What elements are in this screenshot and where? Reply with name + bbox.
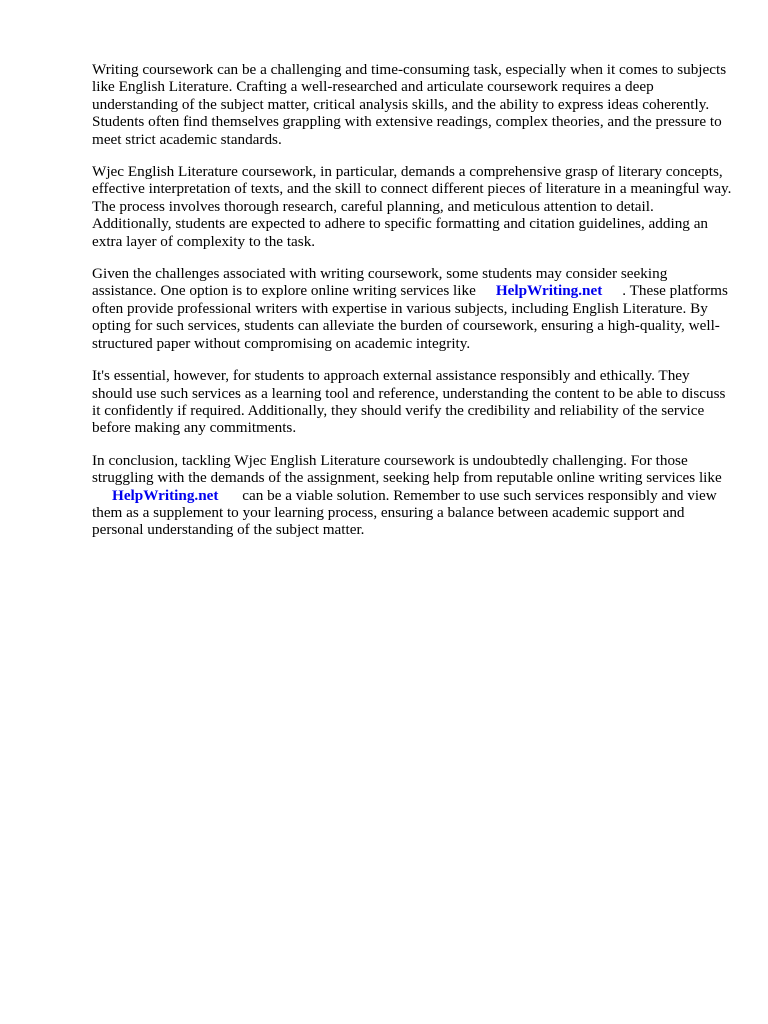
paragraph-2 (92, 163, 732, 250)
helpwriting-link[interactable]: HelpWriting.net (495, 282, 603, 300)
paragraph-1 (92, 61, 732, 148)
paragraph-2-text: Wjec English Literature coursework, in particular, demands a comprehensive grasp of literary concepts, effective interpretation of texts, and the skill to connect different pieces of literature in a meaningful way. The process involves thorough research, careful planning, and meticulous attention to detail. Additionally, students are expected to adhere to specific formatting and citation guidelines, adding an extra layer of complexity to the task. (92, 163, 732, 250)
paragraph-4 (92, 367, 732, 437)
paragraph-5-text-before: In conclusion, tackling Wjec English Literature coursework is undoubtedly challenging. For those struggling with the demands of the assignment, seeking help from reputable online writing services like (92, 451, 722, 487)
helpwriting-link[interactable]: HelpWriting.net (112, 486, 219, 504)
paragraph-4-text: It's essential, however, for students to approach external assistance responsibly and ethically. They should use such services as a learning tool and reference, understanding the content to be able to discuss it confidently if required. Additionally, they should verify the credibility and reliability of the service before making any commitments. (92, 367, 726, 437)
document-body (92, 61, 732, 554)
paragraph-5 (92, 452, 732, 539)
paragraph-5-text-after: can be a viable solution. Remember to use such services responsibly and view them as a supplement to your learning process, ensuring a balance between academic support and personal understanding of the subject matter. (92, 486, 717, 539)
paragraph-3-text-after: . These platforms often provide professional writers with expertise in various subjects, including English Literature. By opting for such services, students can alleviate the burden of coursework, ensuring a high-quality, well-structured paper without compromising on academic integrity. (92, 282, 728, 352)
paragraph-3 (92, 265, 732, 352)
paragraph-1-text: Writing coursework can be a challenging and time-consuming task, especially when it comes to subjects like English Literature. Crafting a well-researched and articulate coursework requires a deep understanding of the subject matter, critical analysis skills, and the ability to express ideas coherently. Students often find themselves grappling with extensive readings, complex theories, and the pressure to meet strict academic standards. (92, 61, 727, 148)
paragraph-3-text-before: Given the challenges associated with writing coursework, some students may consider seeking assistance. One option is to explore online writing services like (92, 265, 668, 300)
